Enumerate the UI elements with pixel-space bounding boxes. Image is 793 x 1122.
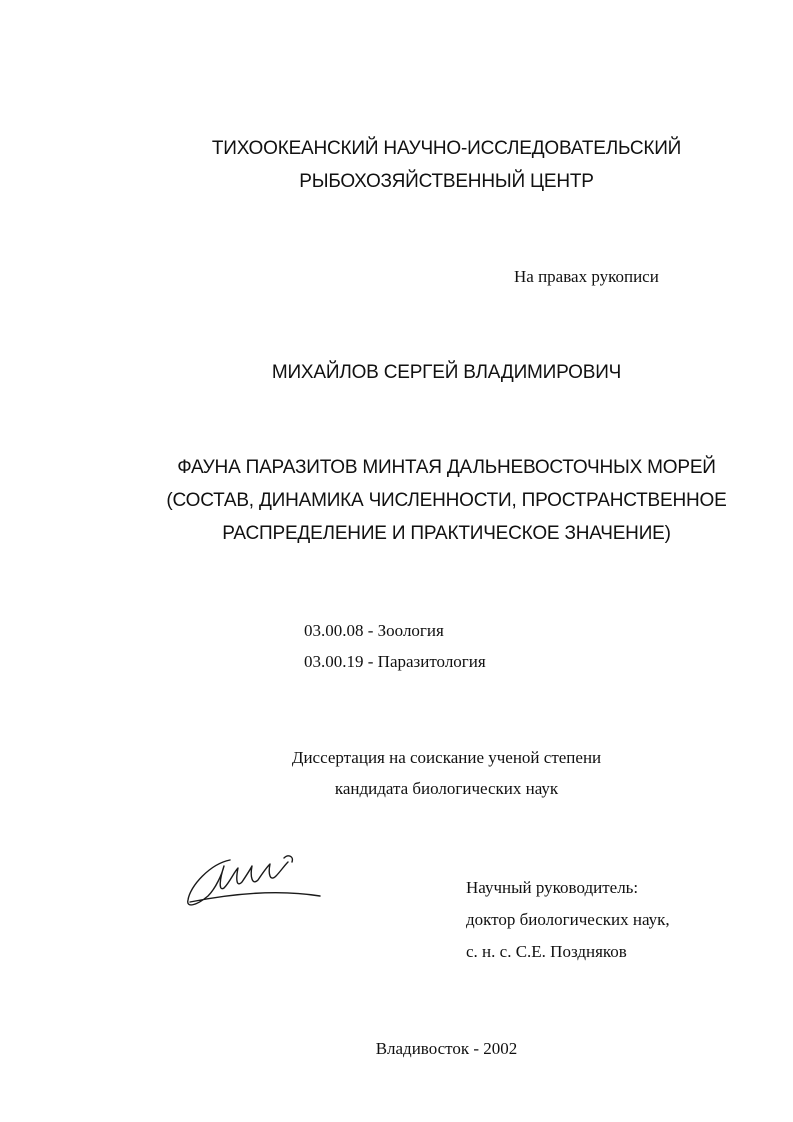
institution-name-line-1: ТИХООКЕАНСКИЙ НАУЧНО-ИССЛЕДОВАТЕЛЬСКИЙ [211,138,682,159]
degree-statement-line-1: Диссертация на соискание ученой степени [291,748,602,767]
institution-name-line-2: РЫБОХОЗЯЙСТВЕННЫЙ ЦЕНТР [299,171,594,192]
specialty-code-zoology: 03.00.08 - Зоология [304,621,444,640]
manuscript-rights-note: На правах рукописи [514,267,659,286]
degree-statement-line-2: кандидата биологических наук [334,779,559,798]
supervisor-heading: Научный руководитель: [466,878,639,897]
author-name: МИХАЙЛОВ СЕРГЕЙ ВЛАДИМИРОВИЧ [271,362,622,383]
dissertation-title-line-2: (СОСТАВ, ДИНАМИКА ЧИСЛЕННОСТИ, ПРОСТРАНСТВЕННОЕ [166,490,727,511]
handwritten-signature [180,838,330,918]
city-and-year: Владивосток - 2002 [375,1039,518,1058]
dissertation-title-line-1: ФАУНА ПАРАЗИТОВ МИНТАЯ ДАЛЬНЕВОСТОЧНЫХ МОРЕЙ [177,457,716,478]
supervisor-degree: доктор биологических наук, [466,910,670,929]
specialty-code-parasitology: 03.00.19 - Паразитология [304,652,486,671]
dissertation-title-line-3: РАСПРЕДЕЛЕНИЕ И ПРАКТИЧЕСКОЕ ЗНАЧЕНИЕ) [222,523,671,544]
supervisor-name: с. н. с. С.Е. Поздняков [466,942,627,961]
